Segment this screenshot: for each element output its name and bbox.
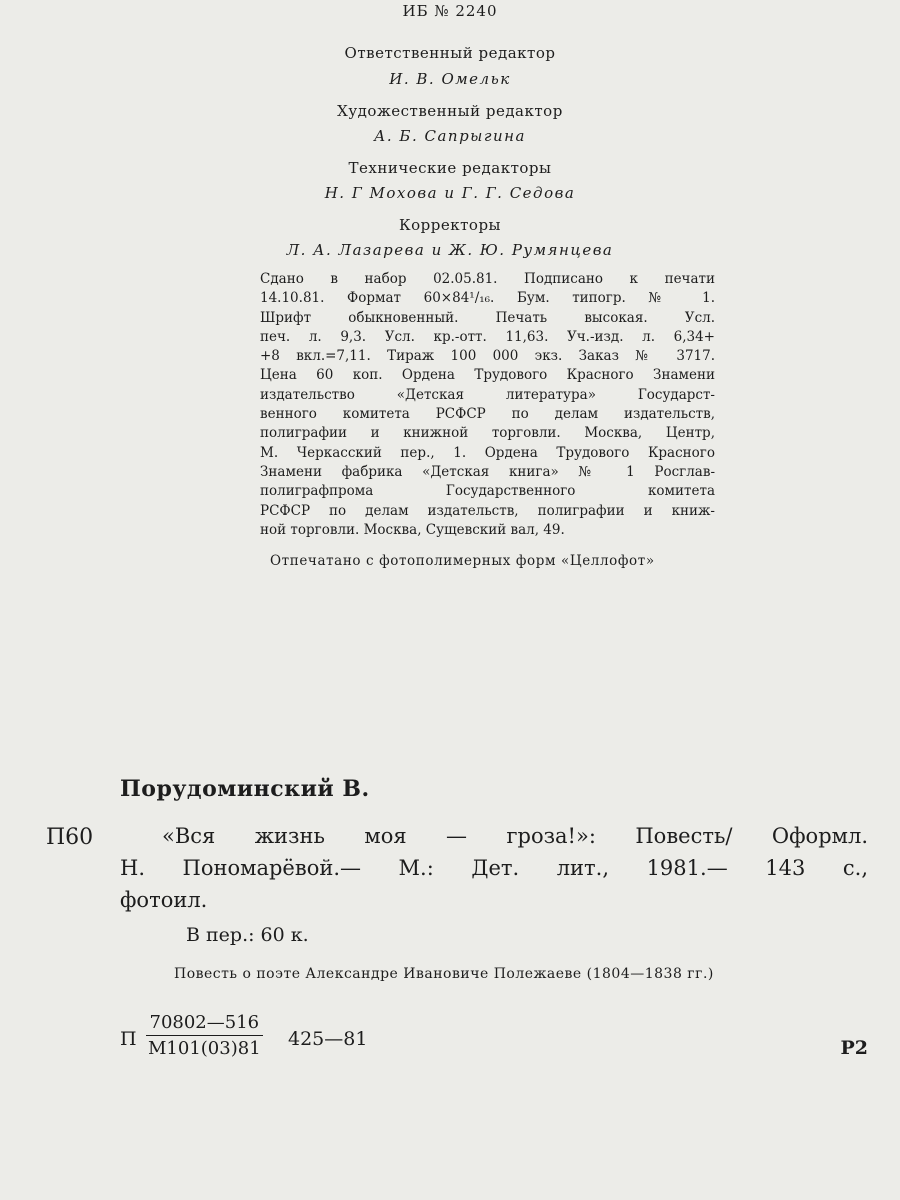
imprint-line: +8 вкл.=7,11. Тираж 100 000 экз. Заказ № 3717. [260, 348, 715, 365]
imprint-line: 14.10.81. Формат 60×84¹/₁₆. Бум. типогр. № 1. [260, 290, 715, 307]
index-numerator: 70802—516 [149, 1012, 260, 1033]
imprint-line: полиграфии и книжной торговли. Москва, Центр, [260, 425, 715, 442]
imprint-line: венного комитета РСФСР по делам издательств, [260, 406, 715, 423]
catalog-annotation: Повесть о поэте Александре Ивановиче Полежаеве (1804—1838 гг.) [174, 966, 714, 982]
ib-number: ИБ № 2240 [402, 2, 498, 20]
catalog-code: П60 [46, 825, 94, 850]
imprint-line: издательство «Детская литература» Государст- [260, 386, 715, 403]
classification-fraction [146, 1012, 263, 1059]
catalog-author: Порудоминский В. [120, 776, 370, 802]
fraction-bar [146, 1035, 263, 1036]
description-line: Н. Пономарёвой.— М.: Дет. лит., 1981.— 143 с., [120, 856, 868, 880]
catalog-description [120, 820, 868, 916]
imprint-line: ной торговли. Москва, Сущевский вал, 49. [260, 521, 565, 538]
imprint-line: Знамени фабрика «Детская книга» № 1 Росглав- [260, 463, 715, 480]
imprint-line: печ. л. 9,3. Усл. кр.-отт. 11,63. Уч.-изд. л. 6,34+ [260, 328, 715, 345]
imprint-block [260, 270, 715, 540]
art-editor-name: А. Б. Сапрыгина [374, 127, 526, 145]
imprint-line: Цена 60 коп. Ордена Трудового Красного Знамени [260, 367, 715, 384]
index-denominator: М101(03)81 [148, 1038, 261, 1059]
serial-number: 425—81 [288, 1028, 368, 1050]
proofreaders-names: Л. А. Лазарева и Ж. Ю. Румянцева [286, 241, 614, 259]
classification-prefix: П [120, 1028, 137, 1050]
tech-editors-names: Н. Г Мохова и Г. Г. Седова [324, 184, 576, 202]
imprint-line: М. Черкасский пер., 1. Ордена Трудового Красного [260, 444, 715, 461]
description-line: фотоил. [120, 888, 208, 912]
proofreaders-role: Корректоры [399, 216, 501, 234]
tech-editors-role: Технические редакторы [348, 159, 552, 177]
printed-from-note: Отпечатано с фотополимерных форм «Целлофот» [270, 553, 655, 569]
art-editor-role: Художественный редактор [337, 102, 563, 120]
editor-name: И. В. Омельк [389, 70, 511, 88]
editor-role: Ответственный редактор [344, 44, 556, 62]
description-line: «Вся жизнь моя — гроза!»: Повесть/ Оформл. [162, 824, 868, 848]
imprint-line: полиграфпрома Государственного комитета [260, 483, 715, 500]
imprint-line: Сдано в набор 02.05.81. Подписано к печати [260, 271, 715, 287]
catalog-price: В пер.: 60 к. [186, 924, 309, 946]
imprint-line: РСФСР по делам издательств, полиграфии и книж- [260, 502, 715, 519]
imprint-line: Шрифт обыкновенный. Печать высокая. Усл. [260, 309, 715, 326]
bbk-index: Р2 [840, 1037, 868, 1059]
